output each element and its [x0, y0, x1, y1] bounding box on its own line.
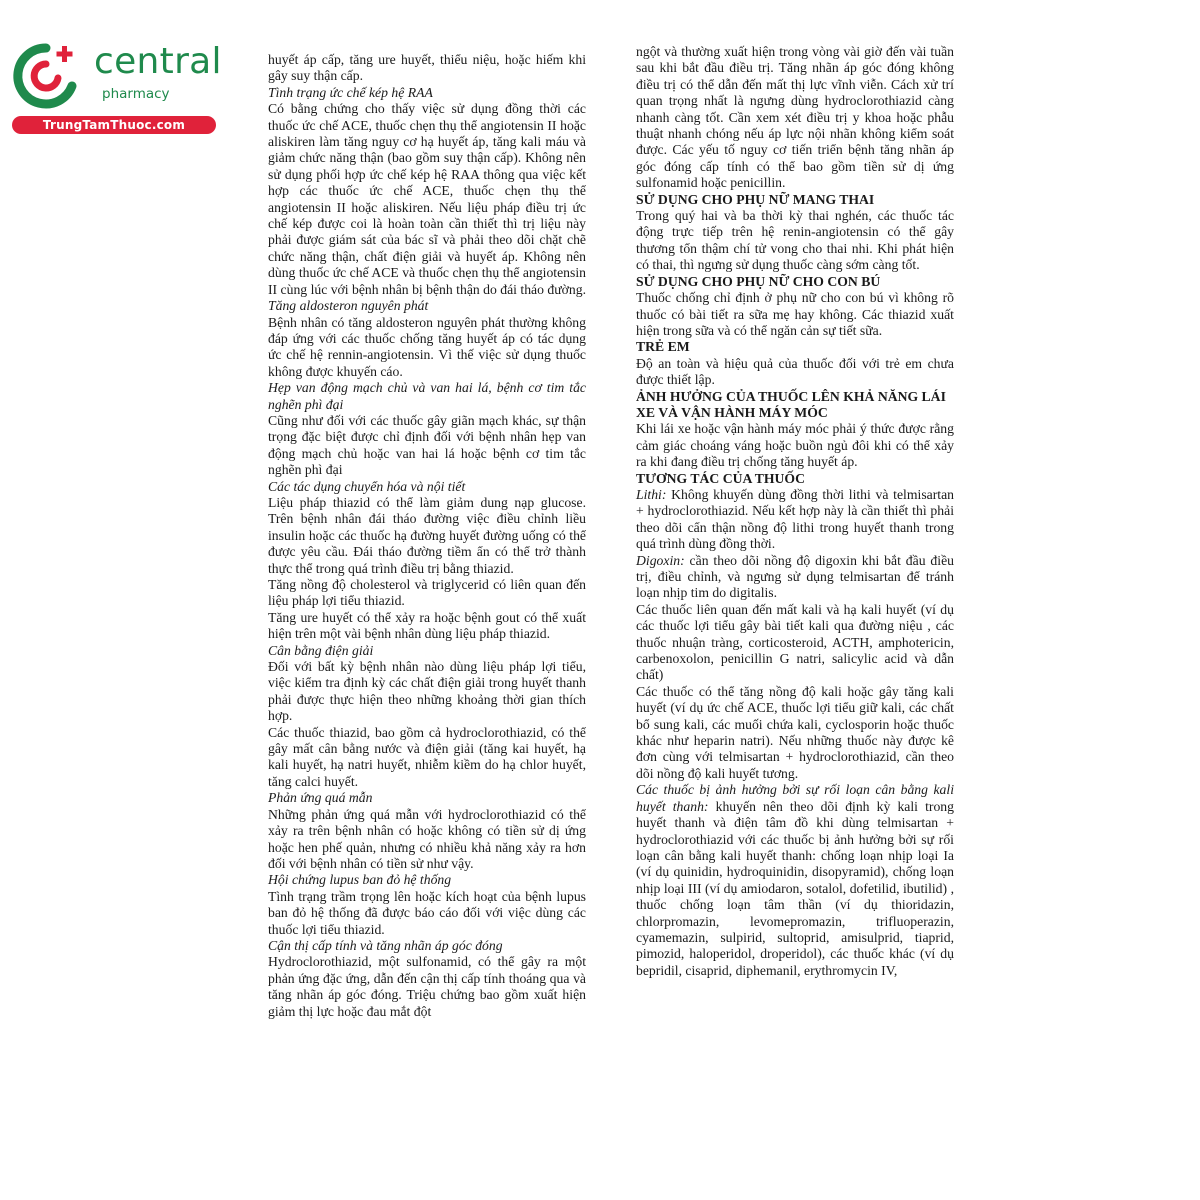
paragraph-lead: Các thuốc bị ảnh hưởng bởi sự rối loạn cân bằng kali huyết thanh: — [636, 782, 954, 814]
brand-subtitle: pharmacy — [102, 86, 170, 102]
subsection-heading: Tình trạng ức chế kép hệ RAA — [268, 84, 433, 100]
paragraph: Tăng ure huyết có thể xảy ra hoặc bệnh gout có thể xuất hiện trên một vài bệnh nhân dùng liệu pháp thiazid. — [268, 609, 586, 642]
paragraph: Đối với bất kỳ bệnh nhân nào dùng liệu pháp lợi tiểu, việc kiểm tra định kỳ các chất điện giải trong huyết thanh phải được thực hiện theo những khoảng thời gian thích hợp. — [268, 659, 586, 724]
subsection-heading: Cân bằng điện giải — [268, 642, 374, 658]
section-heading: TƯƠNG TÁC CỦA THUỐC — [636, 470, 805, 486]
paragraph-text: cần theo dõi nồng độ digoxin khi bắt đầu điều trị, điều chỉnh, và ngưng sử dụng telmisartan để tránh loạn nhịp tim do digitalis. — [636, 552, 954, 601]
paragraph: Các thuốc thiazid, bao gồm cả hydroclorothiazid, có thể gây mất cân bằng nước và điện giải (tăng kai huyết, hạ kali huyết, hạ natri huyết, nhiễm kiềm do hạ chlor huyết, tăng calci huyết. — [268, 724, 586, 789]
paragraph: Có bằng chứng cho thấy việc sử dụng đồng thời các thuốc ức chế ACE, thuốc chẹn thụ thể angiotensin II hoặc aliskiren làm tăng nguy cơ hạ huyết áp, tăng kali máu và giảm chức năng thận (bao gồm suy thận cấp). Không nên sử dụng phối hợp ức chế kép hệ RAA thông qua việc kết hợp các thuốc ức chế ACE, thuốc chẹn thụ thể angiotensin II hoặc aliskiren. Nếu liệu pháp điều trị ức chế kép được coi là hoàn toàn cần thiết thì trị liệu này phải được giám sát của bác sĩ và phải theo dõi chặt chẽ chức năng thận, chất điện giải và huyết áp. Không nên dùng thuốc ức chế ACE và thuốc chẹn thụ thể angiotensin II cùng lúc với bệnh nhân bị bệnh thận do đái tháo đường. — [268, 101, 587, 297]
paragraph: Cũng như đối với các thuốc gây giãn mạch khác, sự thận trọng đặc biệt được chỉ định đối với bệnh nhân hẹp van động mạch chủ hoặc van hai lá hoặc bệnh cơ tim tắc nghẽn phì đại — [268, 412, 586, 478]
paragraph: Hydroclorothiazid, một sulfonamid, có thể gây ra một phản ứng đặc ứng, dẫn đến cận thị cấp tính thoáng qua và tăng nhãn áp góc đóng. Triệu chứng bao gồm xuất hiện giảm thị lực hoặc đau mắt đột — [268, 954, 586, 1019]
text-column-right — [636, 44, 954, 979]
paragraph — [636, 487, 954, 553]
subsection-heading: Hẹp van động mạch chủ và van hai lá, bệnh cơ tim tắc nghẽn phì đại — [268, 380, 586, 412]
paragraph: Thuốc chống chỉ định ở phụ nữ cho con bú vì không rõ thuốc có bài tiết ra sữa mẹ hay không. Các thiazid xuất hiện trong sữa và có thể ngăn cản sự tiết sữa. — [636, 290, 954, 338]
pharmacy-cross-icon — [10, 40, 82, 112]
paragraph: huyết áp cấp, tăng ure huyết, thiểu niệu, hoặc hiếm khi gây suy thận cấp. — [268, 52, 586, 84]
paragraph: Tăng nồng độ cholesterol và triglycerid có liên quan đến liệu pháp lợi tiểu thiazid. — [268, 577, 586, 609]
section-heading: SỬ DỤNG CHO PHỤ NỮ CHO CON BÚ — [636, 273, 881, 289]
paragraph: Những phản ứng quá mẫn với hydroclorothiazid có thể xảy ra trên bệnh nhân có hoặc không có tiền sử dị ứng hoặc hen phế quản, nhưng có nhiều khả năng xảy ra hơn đối với bệnh nhân có tiền sử như vậy. — [268, 806, 586, 871]
paragraph — [636, 553, 954, 602]
section-heading: ẢNH HƯỞNG CỦA THUỐC LÊN KHẢ NĂNG LÁI XE VÀ VẬN HÀNH MÁY MÓC — [636, 388, 946, 420]
central-pharmacy-logo[interactable] — [10, 36, 220, 136]
paragraph: Liệu pháp thiazid có thể làm giảm dung nạp glucose. Trên bệnh nhân đái tháo đường việc điều chỉnh liều insulin hoặc các thuốc hạ đường huyết đường uống có thể được yêu cầu. Đái tháo đường tiềm ẩn có thể trở thành thực thể trong quá trình điều trị bằng thiazid. — [268, 494, 586, 576]
section-heading: SỬ DỤNG CHO PHỤ NỮ MANG THAI — [636, 191, 875, 207]
paragraph: Bệnh nhân có tăng aldosteron nguyên phát thường không đáp ứng với các thuốc chống tăng huyết áp có tác dụng ức chế hệ rennin-angiotensin. Vì thế việc sử dụng thuốc không được khuyến cáo. — [268, 314, 586, 379]
brand-name: central — [94, 41, 222, 82]
section-heading: TRẺ EM — [636, 339, 690, 355]
site-url-badge[interactable]: TrungTamThuoc.com — [12, 116, 216, 134]
subsection-heading: Các tác dụng chuyển hóa và nội tiết — [268, 478, 466, 494]
text-column-left — [268, 52, 586, 1020]
subsection-heading: Tăng aldosteron nguyên phát — [268, 298, 429, 314]
paragraph: Khi lái xe hoặc vận hành máy móc phải ý thức được rằng cảm giác choáng váng hoặc buồn ngủ đôi khi có thể xảy ra khi đang điều trị chống tăng huyết áp. — [636, 421, 954, 470]
paragraph-lead: Lithi: — [636, 486, 667, 502]
paragraph-lead: Digoxin: — [636, 552, 685, 568]
paragraph-text: Không khuyến dùng đồng thời lithi và telmisartan + hydroclorothiazid. Nếu kết hợp này là cần thiết thì phải theo dõi cẩn thận nồng độ lithi trong huyết thanh trong quá trình dùng đồng thời. — [636, 486, 954, 552]
paragraph: Độ an toàn và hiệu quả của thuốc đối với trẻ em chưa được thiết lập. — [636, 355, 954, 388]
paragraph: Trong quý hai và ba thời kỳ thai nghén, các thuốc tác động trực tiếp trên hệ renin-angiotensin có thể gây thương tổn thậm chí tử vong cho thai nhi. Khi phát hiện có thai, thì ngưng sử dụng thuốc càng sớm càng tốt. — [636, 208, 954, 273]
paragraph: Các thuốc liên quan đến mất kali và hạ kali huyết (ví dụ các thuốc lợi tiểu gây bài tiết kali qua đường niệu , các thuốc nhuận tràng, corticosteroid, ACTH, amphotericin, carbenoxolon, penicillin G natri, salicylic acid và dẫn chất) — [636, 601, 954, 683]
paragraph: ngột và thường xuất hiện trong vòng vài giờ đến vài tuần sau khi bắt đầu điều trị. Tăng nhãn áp góc đóng không điều trị có thể dẫn đến mất thị lực vĩnh viễn. Cách xử trí quan trọng nhất là ngưng dùng hydroclorothiazid càng nhanh càng tốt. Cần xem xét điều trị y khoa hoặc phẫu thuật nhanh chóng nếu áp lực nội nhãn không kiểm soát được. Các yếu tố nguy cơ tiến triển bệnh tăng nhãn áp góc đóng cấp tính có thể bao gồm tiền sử dị ứng sulfonamid hoặc penicillin. — [636, 44, 954, 191]
paragraph: Các thuốc có thể tăng nồng độ kali hoặc gây tăng kali huyết (ví dụ ức chế ACE, thuốc lợi tiểu giữ kali, các chất bổ sung kali, các muối chứa kali, cyclosporin hoặc thuốc khác như heparin natri). Nếu những thuốc này được kê đơn cùng với telmisartan + hydroclorothiazid, cần theo dõi nồng độ kali huyết tương. — [636, 683, 954, 781]
paragraph: Tình trạng trầm trọng lên hoặc kích hoạt của bệnh lupus ban đỏ hệ thống đã được báo cáo đối với việc dùng các thuốc lợi tiểu thiazid. — [268, 888, 586, 937]
subsection-heading: Phản ứng quá mẫn — [268, 790, 373, 806]
paragraph — [636, 782, 954, 979]
subsection-heading: Hội chứng lupus ban đỏ hệ thống — [268, 872, 452, 888]
paragraph-text: khuyến nên theo dõi định kỳ kali trong huyết thanh và điện tâm đồ khi dùng telmisartan + hydroclorothiazid với các thuốc bị ảnh hưởng bởi sự rối loạn cân bằng kali huyết thanh: chống loạn nhịp loại Ia (ví dụ quinidin, hydroquinidin, disopyramid), chống loạn nhịp loại III (ví dụ amiodaron, sotalol, dofetilid, ibutilid) , thuốc chống loạn tâm thần (ví dụ thioridazin, chlorpromazin, levomepromazin, trifluoperazin, cyamemazin, sulpirid, sultoprid, amisulprid, tiaprid, pimozid, haloperidol, droperidol), các thuốc khác (ví dụ bepridil, cisaprid, diphemanil, erythromycin IV, — [636, 798, 954, 978]
subsection-heading: Cận thị cấp tính và tăng nhãn áp góc đóng — [268, 937, 503, 953]
